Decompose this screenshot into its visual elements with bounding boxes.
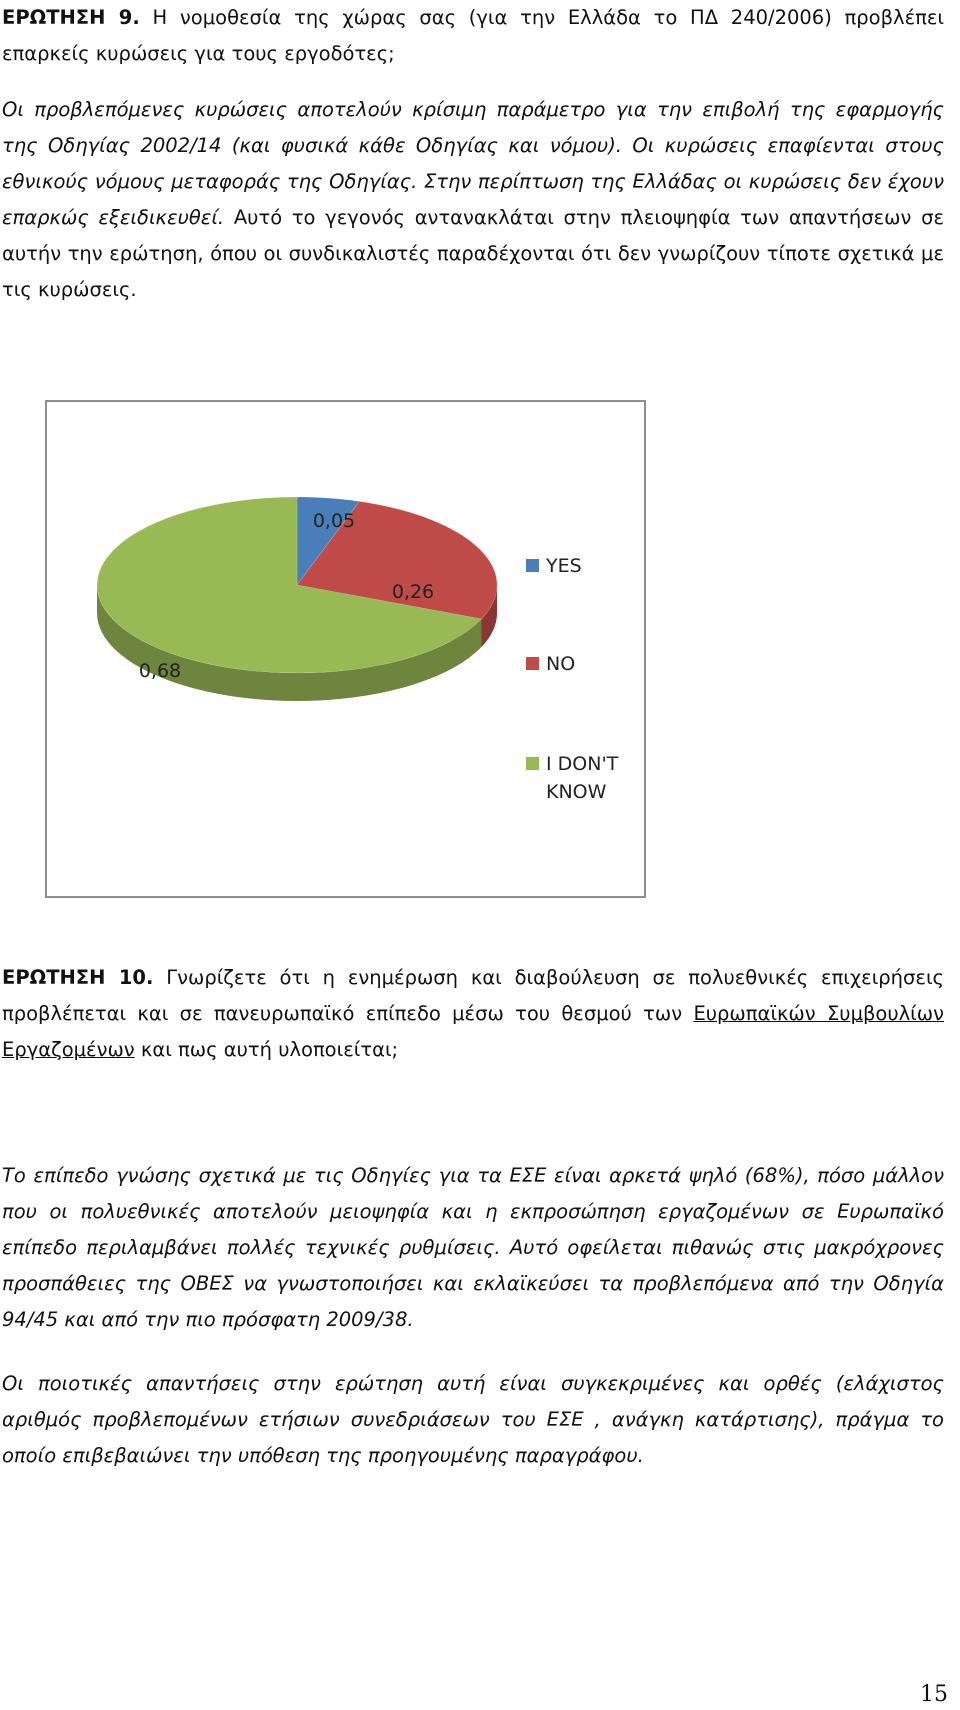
question-9 <box>2 0 944 72</box>
legend-item <box>526 653 575 675</box>
question-10 <box>2 960 944 1068</box>
question-9-analysis-italic: Οι προβλεπόμενες κυρώσεις αποτελούν κρίσιμη παράμετρο για την επιβολή της εφαρμογής της Οδηγίας 2002/14 (και φυσικά κάθε Οδηγίας και νόμου). Οι κυρώσεις επαφίενται στους εθνικούς νόμους μεταφοράς της Οδηγίας. Στην περίπτωση της Ελλάδας οι κυρώσεις δεν έχουν επαρκώς εξειδικευθεί. <box>2 98 944 229</box>
chart-legend <box>526 555 619 803</box>
pie-chart-frame <box>45 400 646 898</box>
legend-label: KNOW <box>546 781 607 803</box>
question-9-analysis-plain: Αυτό το γεγονός αντανακλάται στην πλειοψηφία των απαντήσεων σε αυτήν την ερώτηση, όπου οι συνδικαλιστές παραδέχονται ότι δεν γνωρίζουν τίποτε σχετικά με τις κυρώσεις. <box>2 206 944 301</box>
question-9-lead: ΕΡΩΤΗΣΗ 9. <box>2 6 140 29</box>
legend-swatch <box>526 757 539 770</box>
pie-chart <box>47 402 644 896</box>
question-10-analysis: Το επίπεδο γνώσης σχετικά με τις Οδηγίες για τα ΕΣΕ είναι αρκετά ψηλό (68%), πόσο μάλλον που οι πολυεθνικές αποτελούν μειοψηφία και η εκπροσώπηση εργαζομένων σε Ευρωπαϊκό επίπεδο περιλαμβάνει πολλές τεχνικές ρυθμίσεις. Αυτό οφείλεται πιθανώς στις μακρόχρονες προσπάθειες της ΟΒΕΣ να γνωστοποιήσει και εκλαϊκεύσει τα προβλεπόμενα από την Οδηγία 94/45 και από την πιο πρόσφατη 2009/38. <box>2 1164 944 1331</box>
legend-label: NO <box>546 653 576 675</box>
pie-data-label: 0,05 <box>312 510 356 532</box>
question-10-text-end: και πως αυτή υλοποιείται; <box>134 1038 399 1061</box>
legend-label: YES <box>546 555 582 577</box>
question-9-text: Η νομοθεσία της χώρας σας (για την Ελλάδα το ΠΔ 240/2006) προβλέπει επαρκείς κυρώσεις για τους εργοδότες; <box>2 6 945 65</box>
legend-swatch <box>526 559 539 572</box>
pie-data-label: 0,68 <box>138 660 182 682</box>
page-number: 15 <box>920 1682 948 1707</box>
question-9-analysis <box>2 92 944 308</box>
pie-slices <box>97 497 497 673</box>
legend-swatch <box>526 657 539 670</box>
legend-item <box>526 555 582 577</box>
pie-data-label: 0,26 <box>391 581 435 603</box>
ewc-link[interactable]: Ευρωπαϊκών Συμβουλίων Εργαζομένων <box>2 1002 945 1061</box>
legend-label: I DON'T <box>546 753 619 775</box>
question-10-lead: ΕΡΩΤΗΣΗ 10. <box>2 966 154 989</box>
question-10-analysis-2: Οι ποιοτικές απαντήσεις στην ερώτηση αυτή είναι συγκεκριμένες και ορθές (ελάχιστος αριθμός προβλεπομένων ετήσιων συνεδριάσεων του ΕΣΕ , ανάγκη κατάρτισης), πράγμα το οποίο επιβεβαιώνει την υπόθεση της προηγουμένης παραγράφου. <box>2 1372 944 1467</box>
question-10-text-start: Γνωρίζετε ότι η ενημέρωση και διαβούλευση σε πολυεθνικές επιχειρήσεις προβλέπεται και σε πανευρωπαϊκό επίπεδο μέσω του θεσμού των <box>2 966 944 1025</box>
legend-item <box>526 753 619 803</box>
